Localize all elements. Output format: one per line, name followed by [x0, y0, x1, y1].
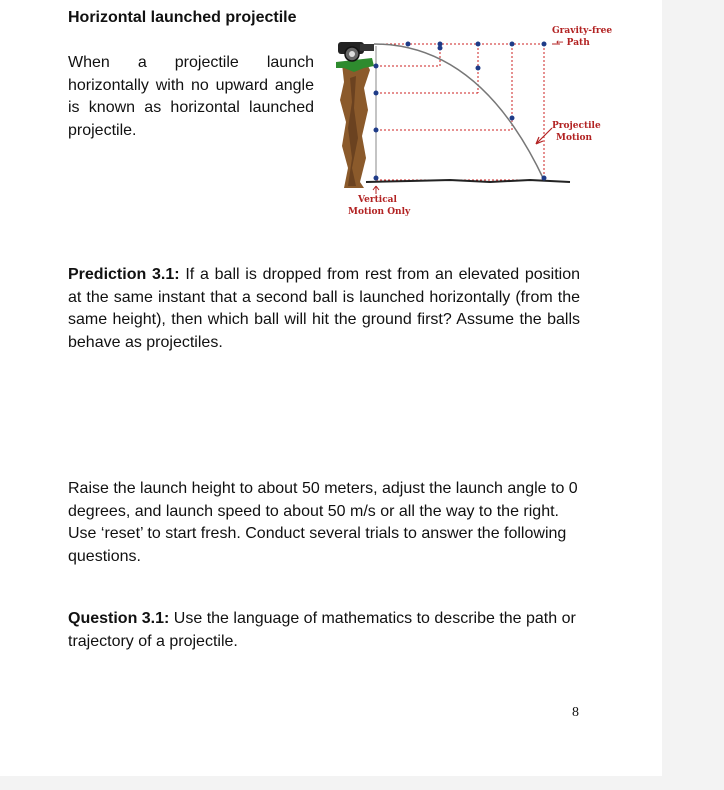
gravity-free-label-1: Gravity-free: [552, 26, 613, 36]
projectile-motion-label-2: Motion: [556, 133, 593, 143]
intro-paragraph: When a projectile launch horizontally with no upward angle is known as horizontal launched projectile.: [68, 54, 314, 139]
vertical-motion-label-2: Motion Only: [348, 207, 411, 217]
gravity-free-label-2: ← Path: [556, 38, 590, 48]
question-paragraph: [68, 608, 580, 653]
question-text: Use the language of mathematics to describe the path or trajectory of a projectile.: [68, 610, 576, 650]
prediction-label: Prediction 3.1:: [68, 266, 180, 283]
projectile-motion-label-1: Projectile: [552, 121, 601, 131]
page-number: 8: [572, 705, 579, 720]
instructions-paragraph: Raise the launch height to about 50 meters, adjust the launch angle to 0 degrees, and launch speed to about 50 m/s or all the way to the right. Use ‘reset’ to start fresh. Conduct several trials to answer the following questions.: [68, 480, 578, 565]
prediction-paragraph: [68, 264, 580, 354]
vertical-motion-label-1: Vertical: [358, 195, 397, 205]
projectile-diagram: [330, 18, 630, 228]
question-label: Question 3.1:: [68, 610, 170, 627]
page-bottom-gap: [0, 776, 662, 790]
vertical-arrow-icon: [373, 186, 379, 194]
trajectory-curve: [374, 44, 544, 180]
cannon-icon: [338, 42, 374, 61]
section-heading: Horizontal launched projectile: [68, 9, 297, 26]
right-margin-pane: [662, 0, 724, 790]
prediction-text: If a ball is dropped from rest from an elevated position at the same instant that a second ball is launched horizontally (from the same height), then which ball will hit the ground first? Assume the balls behave as projectiles.: [68, 266, 581, 351]
projectile-figure: [330, 18, 630, 228]
